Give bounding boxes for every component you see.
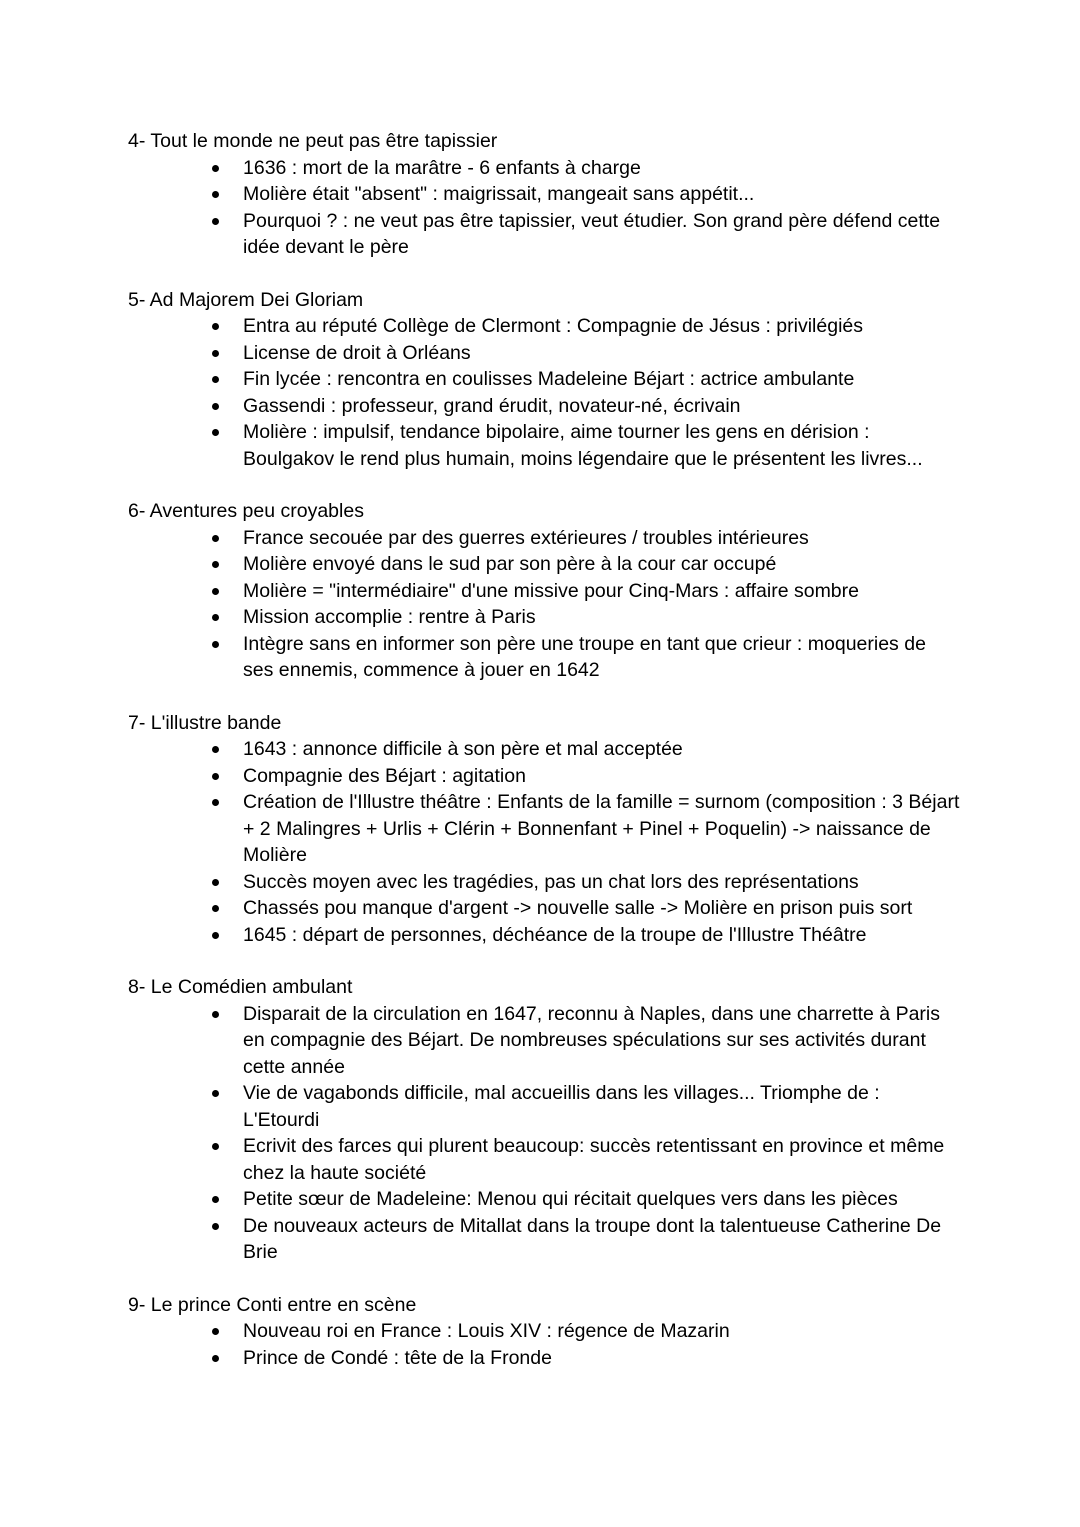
list-item	[128, 366, 1080, 393]
list-item	[128, 1318, 1080, 1345]
list-item	[128, 525, 1080, 552]
section-8	[128, 974, 1080, 1266]
bullet-icon	[212, 614, 219, 621]
list-item-text: Pourquoi ? : ne veut pas être tapissier, veut étudier. Son grand père défend cette idée devant le père	[243, 209, 941, 258]
section-title: 4- Tout le monde ne peut pas être tapissier	[128, 130, 498, 152]
bullet-icon	[212, 1143, 219, 1150]
bullet-list	[128, 525, 1080, 684]
section-6	[128, 498, 1080, 684]
bullet-icon	[212, 561, 219, 568]
bullet-icon	[212, 535, 219, 542]
list-item	[128, 869, 1080, 896]
list-item	[128, 631, 1080, 684]
list-item-text: Intègre sans en informer son père une troupe en tant que crieur : moqueries de ses ennemis, commence à jouer en 1642	[243, 632, 926, 681]
list-item	[128, 340, 1080, 367]
list-item-text: Molière envoyé dans le sud par son père à la cour car occupé	[243, 553, 777, 575]
bullet-icon	[212, 350, 219, 357]
list-item-text: Chassés pou manque d'argent -> nouvelle salle -> Molière en prison puis sort	[243, 897, 913, 919]
list-item-text: Fin lycée : rencontra en coulisses Madeleine Béjart : actrice ambulante	[243, 368, 855, 390]
bullet-icon	[212, 1011, 219, 1018]
list-item-text: Ecrivit des farces qui plurent beaucoup: succès retentissant en province et même chez la haute société	[243, 1135, 945, 1184]
bullet-icon	[212, 323, 219, 330]
bullet-icon	[212, 191, 219, 198]
list-item-text: Molière : impulsif, tendance bipolaire, aime tourner les gens en dérision : Boulgakov le rend plus humain, moins légendaire que le présentent les livres...	[243, 421, 923, 470]
section-9	[128, 1292, 1080, 1372]
list-item-text: Compagnie des Béjart : agitation	[243, 764, 526, 787]
list-item-text: Petite sœur de Madeleine: Menou qui récitait quelques vers dans les pièces	[243, 1188, 898, 1210]
bullet-icon	[212, 1355, 219, 1362]
bullet-icon	[212, 746, 219, 753]
list-item	[128, 578, 1080, 605]
bullet-list	[128, 313, 1080, 472]
section-title: 5- Ad Majorem Dei Gloriam	[128, 288, 364, 311]
section-title: 8- Le Comédien ambulant	[128, 976, 353, 998]
bullet-icon	[212, 429, 219, 436]
bullet-icon	[212, 165, 219, 172]
bullet-icon	[212, 403, 219, 410]
list-item	[128, 789, 1080, 869]
list-item-text: Disparait de la circulation en 1647, reconnu à Naples, dans une charrette à Paris en compagnie des Béjart. De nombreuses spéculations sur ses activités durant cette année	[243, 1002, 940, 1078]
list-item	[128, 736, 1080, 763]
section-title: 6- Aventures peu croyables	[128, 500, 364, 522]
list-item	[128, 922, 1080, 949]
bullet-list	[128, 1001, 1080, 1266]
list-item-text: Succès moyen avec les tragédies, pas un chat lors des représentations	[243, 870, 859, 893]
list-item	[128, 208, 1080, 261]
list-item-text: Mission accomplie : rentre à Paris	[243, 606, 536, 628]
section-5	[128, 287, 1080, 473]
section-4	[128, 128, 1080, 261]
list-item	[128, 1213, 1080, 1266]
bullet-icon	[212, 905, 219, 912]
list-item-text: France secouée par des guerres extérieures / troubles intérieures	[243, 526, 809, 549]
list-item	[128, 1001, 1080, 1081]
bullet-icon	[212, 879, 219, 886]
bullet-icon	[212, 376, 219, 383]
bullet-list	[128, 155, 1080, 261]
list-item-text: Gassendi : professeur, grand érudit, novateur-né, écrivain	[243, 394, 741, 417]
bullet-list	[128, 736, 1080, 948]
bullet-icon	[212, 218, 219, 225]
list-item-text: Prince de Condé : tête de la Fronde	[243, 1346, 552, 1369]
list-item	[128, 155, 1080, 182]
list-item-text: De nouveaux acteurs de Mitallat dans la troupe dont la talentueuse Catherine De Brie	[243, 1214, 942, 1263]
list-item-text: 1645 : départ de personnes, déchéance de la troupe de l'Illustre Théâtre	[243, 923, 867, 946]
list-item-text: License de droit à Orléans	[243, 341, 471, 364]
list-item	[128, 1186, 1080, 1213]
list-item-text: Création de l'Illustre théâtre : Enfants de la famille = surnom (composition : 3 Béjart + 2 Malingres + Urlis + Clérin + Bonnenfant + Pinel + Poquelin) -> naissance de Molière	[243, 791, 960, 866]
list-item	[128, 181, 1080, 208]
section-7	[128, 710, 1080, 949]
list-item	[128, 419, 1080, 472]
bullet-icon	[212, 1223, 219, 1230]
list-item-text: 1636 : mort de la marâtre - 6 enfants à charge	[243, 156, 641, 179]
list-item	[128, 551, 1080, 578]
list-item	[128, 393, 1080, 420]
list-item	[128, 1080, 1080, 1133]
list-item	[128, 895, 1080, 922]
bullet-icon	[212, 588, 219, 595]
list-item-text: Entra au réputé Collège de Clermont : Compagnie de Jésus : privilégiés	[243, 315, 864, 337]
section-title: 9- Le prince Conti entre en scène	[128, 1293, 417, 1316]
list-item-text: Molière = "intermédiaire" d'une missive pour Cinq-Mars : affaire sombre	[243, 579, 859, 602]
list-item-text: Vie de vagabonds difficile, mal accueillis dans les villages... Triomphe de : L'Etourdi	[243, 1082, 880, 1131]
bullet-icon	[212, 641, 219, 648]
bullet-icon	[212, 1196, 219, 1203]
list-item	[128, 313, 1080, 340]
bullet-icon	[212, 799, 219, 806]
section-title: 7- L'illustre bande	[128, 711, 282, 734]
bullet-icon	[212, 1090, 219, 1097]
bullet-icon	[212, 1328, 219, 1335]
bullet-list	[128, 1318, 1080, 1371]
bullet-icon	[212, 932, 219, 939]
list-item	[128, 763, 1080, 790]
list-item-text: Molière était "absent" : maigrissait, mangeait sans appétit...	[243, 183, 755, 205]
bullet-icon	[212, 773, 219, 780]
list-item	[128, 1345, 1080, 1372]
list-item-text: Nouveau roi en France : Louis XIV : régence de Mazarin	[243, 1320, 730, 1342]
list-item-text: 1643 : annonce difficile à son père et mal acceptée	[243, 738, 683, 760]
list-item	[128, 604, 1080, 631]
list-item	[128, 1133, 1080, 1186]
